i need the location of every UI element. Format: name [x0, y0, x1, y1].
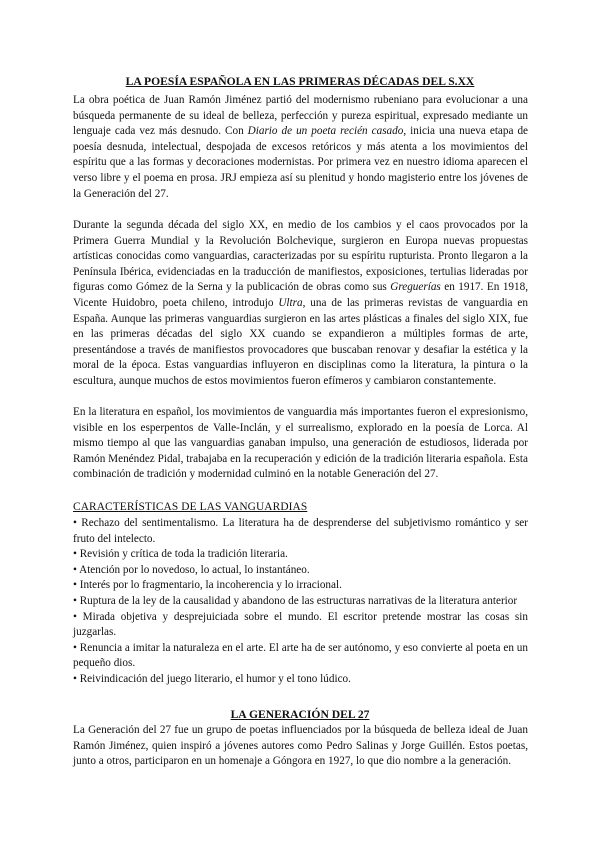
list-item [73, 672, 528, 688]
list-item [73, 563, 528, 579]
paragraph-vanguardias-espanol: En la literatura en español, los movimientos de vanguardia más importantes fueron el expresionismo, visible en los esperpentos de Valle-Inclán, y el surrealismo, explorado en la poesía de Lorca. Al mismo tiempo al que las vanguardias ganaban impulso, una generación de estudiosos, liderada por Ramón Menéndez Pidal, trabajaba en la recuperación y edición de la tradición literaria española. Esta combinación de tradición y modernidad culminó en la notable Generación del 27. [73, 406, 528, 481]
feature-text: Ruptura de la ley de la causalidad y abandono de las estructuras narrativas de la literatura anterior [79, 594, 518, 607]
generation-27-heading: LA GENERACIÓN DEL 27 [230, 708, 370, 721]
feature-text: Renuncia a imitar la naturaleza en el arte. El arte ha de ser autónomo, y eso convierte al poeta en un pequeño dios. [73, 641, 528, 670]
list-item [73, 610, 528, 641]
list-item [73, 641, 528, 672]
features-heading: CARACTERÍSTICAS DE LAS VANGUARDIAS [73, 501, 308, 513]
document-title: LA POESÍA ESPAÑOLA EN LAS PRIMERAS DÉCADAS DEL S.XX [125, 75, 475, 88]
feature-text: Reivindicación del juego literario, el humor y el tono lúdico. [79, 672, 351, 685]
bullet-icon: • [73, 610, 77, 623]
list-item [73, 516, 528, 547]
feature-text: Interés por lo fragmentario, la incoherencia y lo irracional. [79, 579, 342, 592]
paragraph-jrj-text-a: La obra poética de Juan Ramón Jiménez partió del modernismo rubeniano para evolucionar a una búsqueda permanente de su ideal de belleza, perfección y pureza espiritual, expresado mediante un lenguaje cada vez más desnudo. Con [73, 94, 528, 138]
feature-text: Atención por lo novedoso, lo actual, lo instantáneo. [79, 563, 310, 576]
paragraph-vanguardias-text-a: Durante la segunda década del siglo XX, en medio de los cambios y el caos provocados por la Primera Guerra Mundial y la Revolución Bolchevique, surgieron en Europa nuevas propuestas artísticas conocidas como vanguardias, caracterizadas por su espíritu rupturista. Pronto llegaron a la Península Ibérica, evidenciadas en la traducción de manifiestos, exposiciones, tertulias lideradas por figuras como Gómez de la Serna y la publicación de obras como sus [73, 219, 528, 294]
bullet-icon: • [73, 548, 77, 561]
bullet-icon: • [73, 517, 77, 529]
book-title-diario: Diario de un poeta recién casado [247, 125, 404, 138]
magazine-title-ultra: Ultra [278, 296, 303, 309]
paragraph-vanguardias-intro [73, 218, 528, 390]
list-item [73, 594, 528, 610]
feature-text: Rechazo del sentimentalismo. La literatura ha de desprenderse del subjetivismo romántico y ser fruto del intelecto. [73, 517, 528, 545]
paragraph-vanguardias-text-b: en 1917. En 1918, Vicente Huidobro, poeta chileno, introdujo [73, 281, 528, 309]
features-list [73, 516, 528, 688]
bullet-icon: • [73, 579, 77, 592]
paragraph-generacion-27: La Generación del 27 fue un grupo de poetas influenciados por la búsqueda de belleza ideal de Juan Ramón Jiménez, quien inspiró a jóvenes autores como Pedro Salinas y Jorge Guillén. Estos poetas, junto a otros, participaron en un homenaje a Góngora en 1927, lo que dio nombre a la generación. [73, 724, 528, 768]
feature-text: Revisión y crítica de toda la tradición literaria. [79, 548, 288, 561]
paragraph-vanguardias-text-c: , una de las primeras revistas de vanguardia en España. Aunque las primeras vanguardias surgieron en las artes plásticas a finales del siglo XIX, fue en las primeras décadas del siglo XX cuando se expandieron a múltiples formas de arte, presentándose a través de manifiestos provocadores que buscaban renovar y desafiar la estética y la moral de la época. Estas vanguardias influyeron en disciplinas como la literatura, la pintura o la escultura, aunque muchos de estos movimientos fueron efímeros y cambiaron constantemente. [73, 296, 528, 387]
paragraph-jrj [73, 93, 528, 202]
bullet-icon: • [73, 672, 77, 685]
feature-text: Mirada objetiva y desprejuiciada sobre el mundo. El escritor pretende mostrar las cosas sin juzgarlas. [73, 610, 528, 639]
book-title-greguerias: Greguerías [390, 281, 441, 294]
bullet-icon: • [73, 641, 77, 654]
paragraph-jrj-text-b: , inicia una nueva etapa de poesía desnuda, intelectual, despojada de excesos retóricos y más atenta a los movimientos del espíritu que a las formas y decoraciones modernistas. Por primera vez en nuestro idioma aparecen el verso libre y el poema en prosa. JRJ empieza así su plenitud y hondo magisterio entre los jóvenes de la Generación del 27. [73, 125, 529, 200]
list-item [73, 547, 528, 563]
bullet-icon: • [73, 594, 77, 607]
list-item [73, 578, 528, 594]
bullet-icon: • [73, 563, 77, 576]
